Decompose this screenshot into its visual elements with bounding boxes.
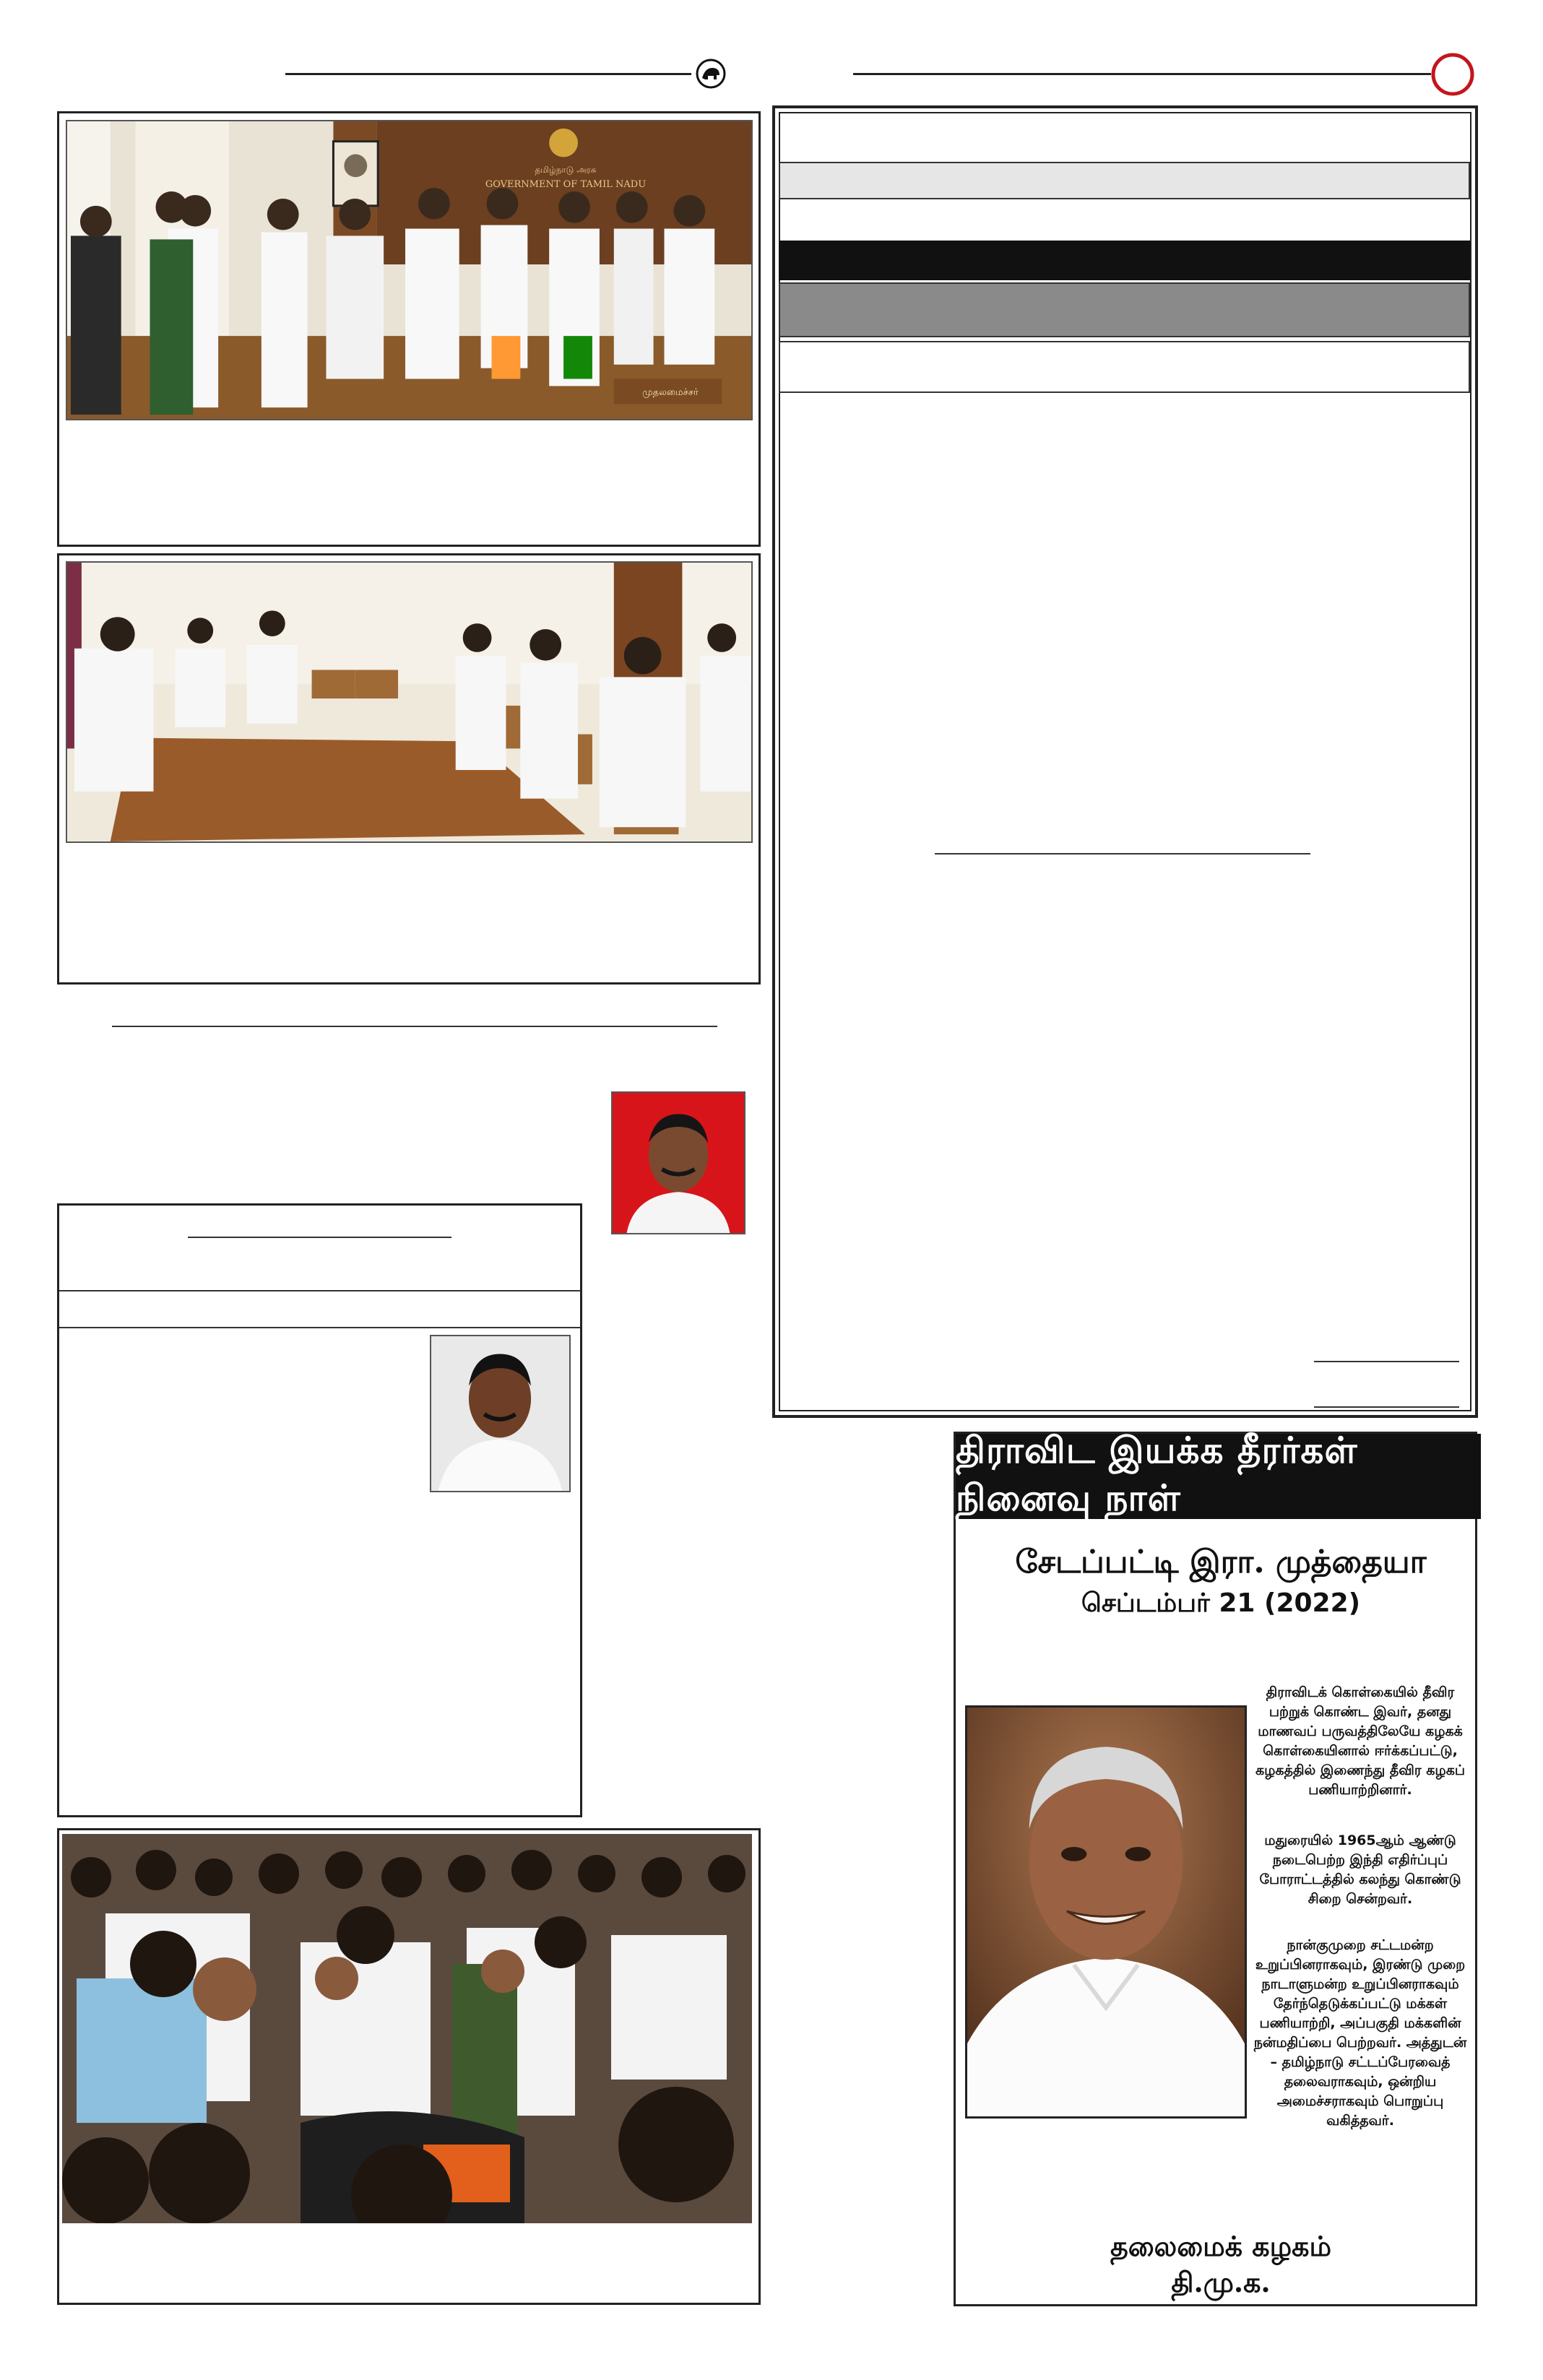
memorial-name: சேடப்பட்டி இரா. முத்தையா [1015,1544,1427,1580]
sign-tamil: தமிழ்நாடு அரசு [535,165,597,175]
panel-signature-rule-1 [1314,1361,1459,1362]
sign-english: GOVERNMENT OF TAMIL NADU [485,179,647,190]
panel-bar-light [779,162,1470,199]
article-title-rule [188,1237,451,1238]
header-rule-right [853,73,1431,75]
party-emblem-icon [695,58,727,90]
memorial-portrait [965,1705,1247,2119]
photo-crowd-tribute [62,1834,752,2223]
article-divider-1 [59,1290,580,1291]
photo-conference-table [66,561,753,843]
panel-signature-rule-2 [1314,1406,1459,1408]
panel-center-rule [935,853,1310,854]
nameplate: முதலமைச்சர் [642,387,699,398]
article-box-left [57,1203,582,1817]
memorial-footer-line-2: தி.மு.க. [1171,2266,1271,2298]
memorial-heading: திராவிட இயக்க தீரர்கள் நினைவு நாள் [956,1434,1481,1519]
memorial-paragraph-1: திராவிடக் கொள்கையில் தீவிர பற்றுக் கொண்ட இவர், தனது மாணவப் பருவத்திலேயே கழகக் கொள்கையினால் ஈர்க்கப்பட்டு, கழகத்தில் இணைந்து தீவிர கழகப் பணியாற்றினார். [1255,1684,1465,1798]
header-rule-left [285,73,691,75]
memorial-footer-line-1: தலைமைக் கழகம் [1110,2230,1332,2262]
portrait-article [430,1335,571,1492]
memorial-date: செப்டம்பர் 21 (2022) [1081,1588,1361,1618]
panel-bar-gray [779,282,1470,337]
article-divider-2 [59,1327,580,1328]
separator-rule-left [112,1026,717,1027]
panel-bar-outline [779,341,1470,393]
panel-bar-black [779,241,1470,280]
memorial-paragraph-2: மதுரையில் 1965ஆம் ஆண்டு நடைபெற்ற இந்தி எதிர்ப்புப் போராட்டத்தில் கலந்து கொண்டு சிறை சென்றவர். [1259,1832,1461,1907]
memorial-paragraph-3: நான்குமுறை சட்டமன்ற உறுப்பினராகவும், இரண்டு முறை நாடாளுமன்ற உறுப்பினராகவும் தேர்ந்தெடுக்கப்பட்டு மக்கள் பணியாற்றி, அப்பகுதி மக்களின் நன்மதிப்பை பெற்றவர். அத்துடன் – தமிழ்நாடு சட்டப்பேரவைத் தலைவராகவும், ஒன்றிய அமைச்சராகவும் பொறுப்பு வகித்தவர். [1253,1937,1467,2129]
page-circle-icon [1430,52,1475,97]
portrait-red-background [611,1091,745,1234]
photo-cm-meeting-group [66,120,753,420]
